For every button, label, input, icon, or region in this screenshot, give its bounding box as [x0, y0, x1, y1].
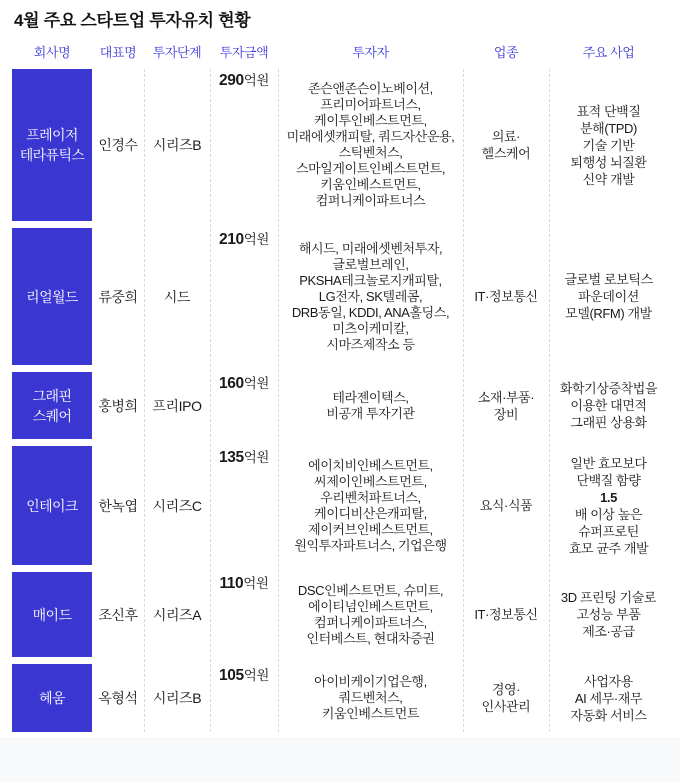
- industry-category: 의료· 헬스케어: [481, 129, 531, 161]
- amount-unit: 억원: [243, 73, 269, 88]
- amount-unit: 억원: [243, 668, 269, 683]
- industry-category: IT·정보통신: [474, 289, 538, 304]
- main-business: 3D 프린팅 기술로 고성능 부품 제조·공급: [560, 590, 657, 639]
- column-header-stage: 투자단계: [152, 44, 202, 60]
- ceo-name: 류중희: [98, 288, 138, 305]
- funding-stage: 시드: [163, 288, 191, 305]
- industry-category: 경영· 인사관리: [481, 682, 531, 714]
- investor-list: 해시드, 미래에셋벤처투자, 글로벌브레인, PKSHA테크놀로지캐피탈, LG전자, SK텔레콤, DRB동일, KDDI, ANA홀딩스, 미츠이케미칼, 시마즈제작소 등: [291, 240, 450, 352]
- company-name: 프레이저 테라퓨틱스: [12, 69, 92, 221]
- table-row: [12, 372, 668, 439]
- column-header-investors: 투자자: [352, 44, 389, 60]
- amount-unit: 억원: [243, 576, 269, 591]
- funding-stage: 시리즈A: [152, 606, 202, 623]
- table-row: [12, 446, 668, 565]
- table-row: [12, 664, 668, 732]
- industry-category: 요식·식품: [479, 498, 533, 513]
- main-business: 사업자용 AI 세무·재무 자동화 서비스: [570, 673, 647, 723]
- table-body: [12, 69, 668, 732]
- main-business: 일반 효모보다 단백질 함량 1.5 배 이상 높은 슈퍼프로틴 효모 균주 개발: [568, 455, 649, 556]
- ceo-name: 인경수: [98, 137, 138, 153]
- footer-background-strip: [0, 737, 680, 782]
- investor-list: 테라젠이텍스, 비공개 투자기관: [326, 389, 415, 421]
- funding-amount: [210, 69, 278, 221]
- amount-number: 290: [219, 72, 244, 89]
- column-header-ceo: 대표명: [99, 44, 137, 60]
- ceo-name: 한녹엽: [98, 497, 138, 514]
- investor-list: 아이비케이기업은행, 쿼드벤처스, 키움인베스트먼트: [314, 674, 427, 721]
- ceo-name: 홍병희: [98, 397, 138, 414]
- table-row: [12, 69, 668, 221]
- amount-number: 210: [219, 231, 244, 248]
- company-name: 그래핀 스퀘어: [12, 372, 92, 439]
- amount-number: 105: [219, 667, 244, 684]
- ceo-name: 조신후: [98, 606, 138, 623]
- main-business: 표적 단백질 분해(TPD) 기술 기반 퇴행성 뇌질환 신약 개발: [570, 103, 647, 187]
- company-name: 혜움: [12, 664, 92, 732]
- table-header-row: [12, 38, 668, 64]
- ceo-name: 옥형석: [98, 690, 138, 706]
- investor-list: 에이치비인베스트먼트, 씨제이인베스트먼트, 우리벤처파트너스, 케이디비산은캐피탈, 제이커브인베스트먼트, 원익투자파트너스, 기업은행: [294, 457, 447, 553]
- industry-category: IT·정보통신: [474, 607, 538, 622]
- funding-amount: [210, 572, 278, 657]
- page-title: 4월 주요 스타트업 투자유치 현황: [14, 11, 251, 30]
- table-row: [12, 572, 668, 657]
- funding-amount: [210, 228, 278, 365]
- funding-amount: [210, 664, 278, 732]
- funding-amount: [210, 446, 278, 565]
- funding-amount: [210, 372, 278, 439]
- amount-unit: 억원: [243, 376, 269, 391]
- amount-unit: 억원: [243, 232, 269, 247]
- main-business: 글로벌 로보틱스 파운데이션 모델(RFM) 개발: [564, 272, 653, 321]
- amount-unit: 억원: [243, 450, 269, 465]
- company-name: 인테이크: [12, 446, 92, 565]
- column-header-industry: 업종: [493, 44, 519, 60]
- company-name: 리얼월드: [12, 228, 92, 365]
- investor-list: 존슨앤존슨이노베이션, 프리미어파트너스, 케이투인베스트먼트, 미래에셋캐피탈, 쿼드자산운용, 스틱벤처스, 스마일게이트인베스트먼트, 키움인베스트먼트, 컴퍼니케이파트너스: [286, 81, 455, 208]
- amount-number: 160: [219, 375, 244, 392]
- main-business: 화학기상증착법을 이용한 대면적 그래핀 상용화: [559, 381, 658, 430]
- amount-number: 110: [219, 575, 244, 592]
- table-rows: [12, 69, 668, 732]
- industry-category: 소재·부품· 장비: [477, 389, 535, 422]
- funding-stage: 시리즈B: [152, 137, 202, 153]
- amount-number: 135: [219, 449, 244, 466]
- investor-list: DSC인베스트먼트, 슈미트, 에이티넘인베스트먼트, 컴퍼니케이파트너스, 인터베스트, 현대차증권: [297, 582, 444, 646]
- column-header-company: 회사명: [33, 44, 71, 60]
- funding-stage: 프리IPO: [152, 397, 202, 414]
- company-name: 매이드: [12, 572, 92, 657]
- funding-stage: 시리즈C: [152, 497, 202, 514]
- funding-stage: 시리즈B: [152, 690, 202, 706]
- column-header-business: 주요 사업: [582, 44, 635, 60]
- column-header-amount: 투자금액: [219, 44, 269, 60]
- table-row: [12, 228, 668, 365]
